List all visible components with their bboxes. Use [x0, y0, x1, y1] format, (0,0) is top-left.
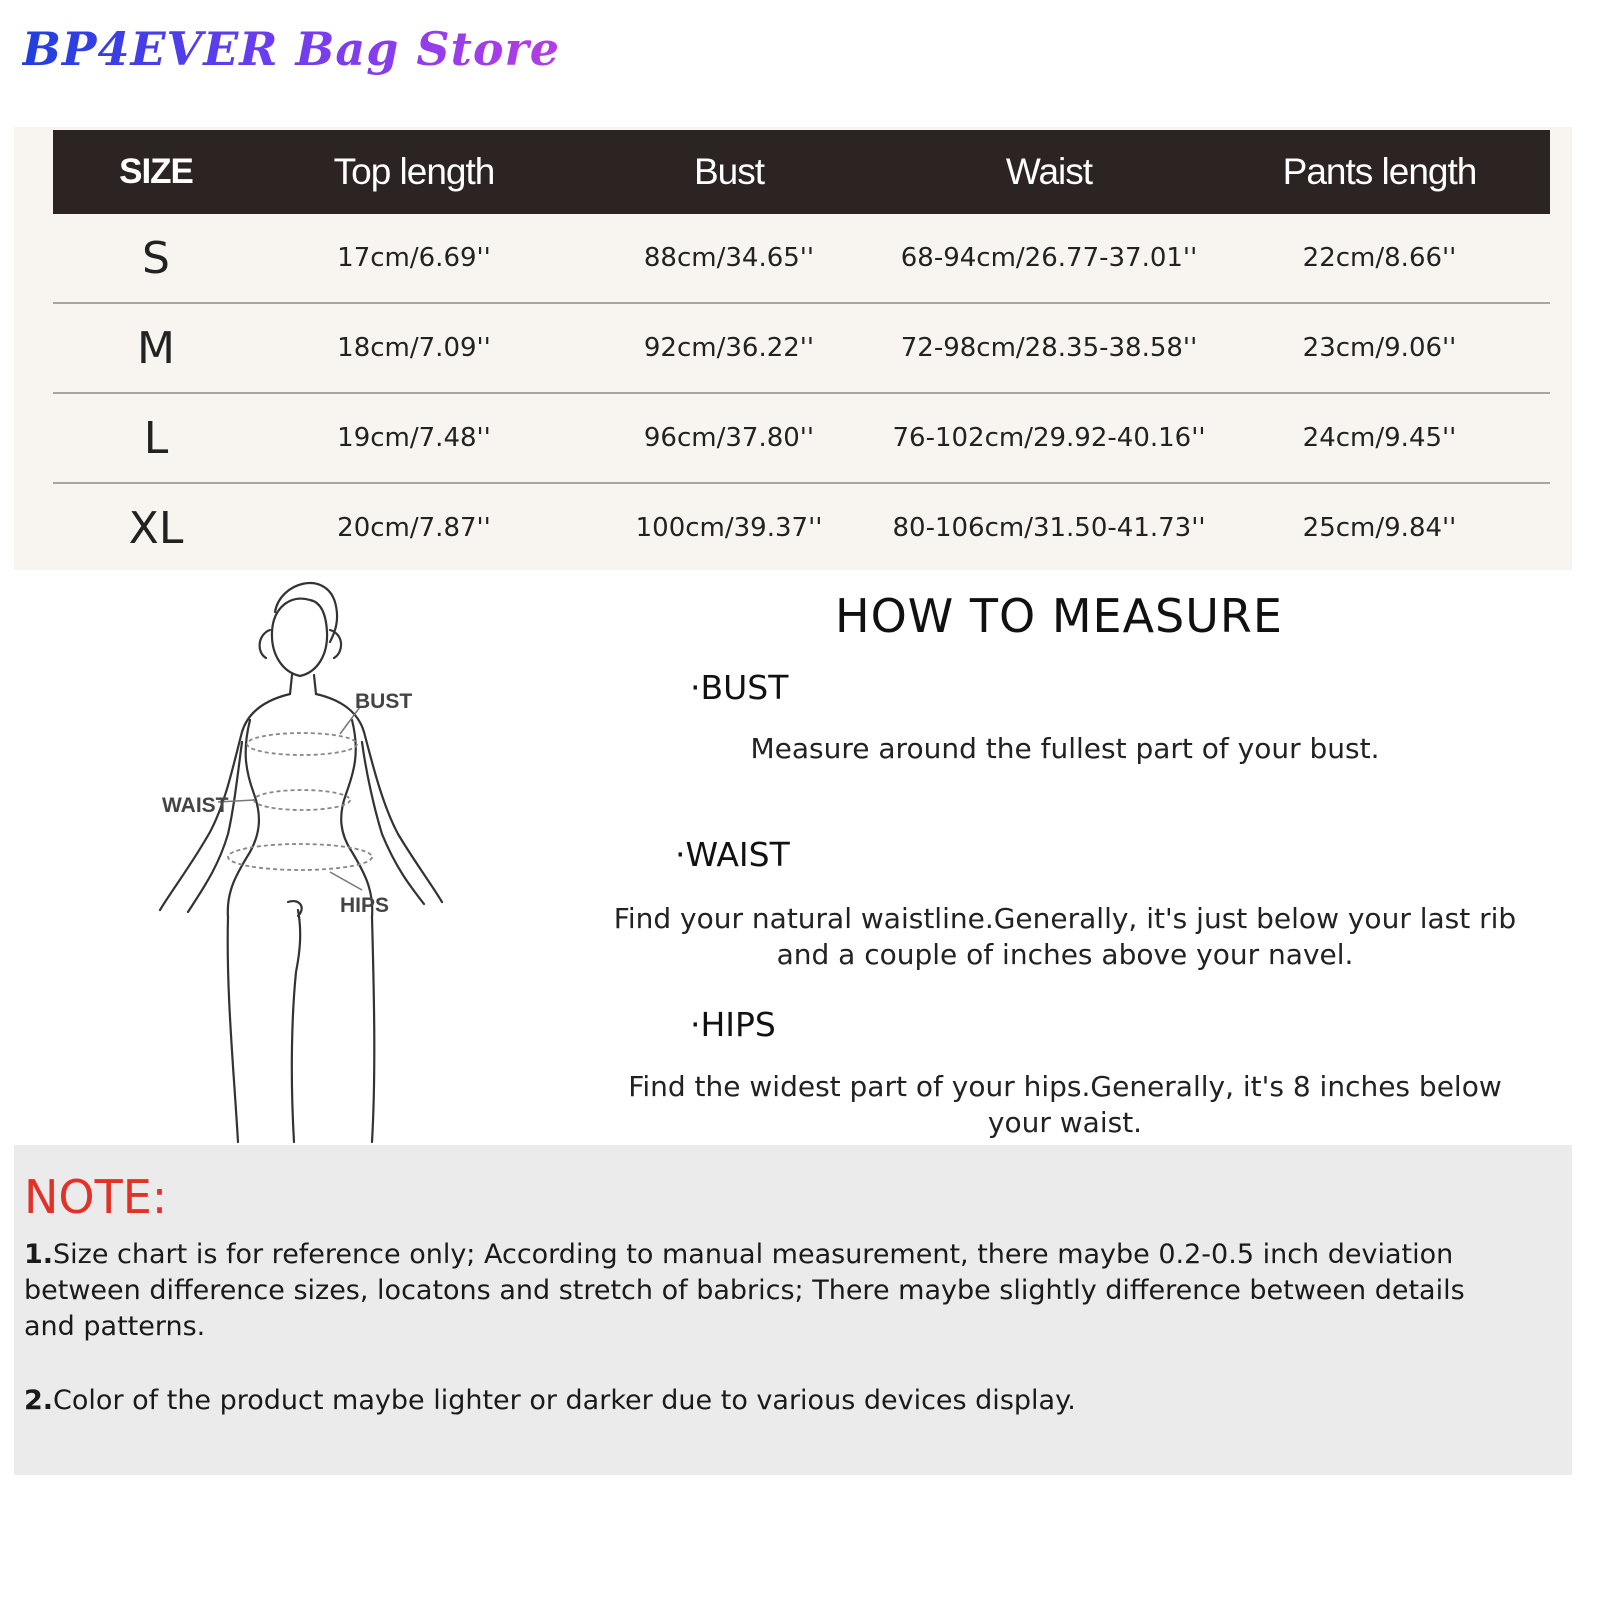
size-cell: S: [53, 214, 259, 303]
table-header-row: [53, 130, 1550, 214]
body-measurement-illustration: [130, 572, 470, 1172]
bust-label: BUST: [355, 690, 413, 713]
note-item-1-line1: [24, 1237, 1554, 1273]
bust-description: Measure around the fullest part of your bust.: [750, 732, 1380, 765]
hips-description-line2: your waist.: [987, 1106, 1143, 1139]
bust-heading: ·BUST: [690, 668, 789, 707]
note-title: NOTE:: [24, 1170, 168, 1224]
header-top-length: Top length: [259, 130, 569, 214]
waist-cell: 76-102cm/29.92-40.16'': [889, 393, 1209, 483]
waist-heading: ·WAIST: [675, 835, 790, 874]
note-item-number: 2.: [24, 1385, 54, 1416]
pants-length-cell: 23cm/9.06'': [1209, 303, 1550, 393]
waist-cell: 72-98cm/28.35-38.58'': [889, 303, 1209, 393]
hips-heading: ·HIPS: [690, 1005, 776, 1044]
header-bust: Bust: [569, 130, 889, 214]
waist-cell: 80-106cm/31.50-41.73'': [892, 513, 1206, 543]
size-cell: M: [53, 303, 259, 393]
bust-cell: 88cm/34.65'': [569, 214, 889, 303]
pants-length-cell: 22cm/8.66'': [1209, 214, 1550, 303]
bust-cell: 96cm/37.80'': [569, 393, 889, 483]
table-row: [53, 303, 1550, 393]
top-length-cell: 19cm/7.48'': [259, 393, 569, 483]
pants-length-cell: 25cm/9.84'': [1302, 513, 1457, 543]
pants-length-cell: 24cm/9.45'': [1209, 393, 1550, 483]
waist-description-line2: and a couple of inches above your navel.: [776, 938, 1354, 971]
top-length-cell: 20cm/7.87'': [337, 513, 491, 543]
hips-description-line1: Find the widest part of your hips.Generally, it's 8 inches below: [628, 1070, 1502, 1103]
note-item-1-line2: between difference sizes, locatons and stretch of babrics; There maybe slightly difference between details: [24, 1275, 1465, 1306]
top-length-cell: 17cm/6.69'': [259, 214, 569, 303]
waist-label: WAIST: [162, 794, 229, 817]
note-section: [14, 1145, 1572, 1475]
note-item-1-line3: and patterns.: [24, 1311, 206, 1342]
note-item-2: [24, 1383, 1554, 1419]
size-chart-table: [53, 130, 1550, 572]
header-size: SIZE: [53, 130, 259, 214]
table-row: [53, 483, 1550, 572]
note-item-text: Color of the product maybe lighter or darker due to various devices display.: [53, 1385, 1076, 1416]
female-figure-icon: [130, 572, 470, 1172]
hips-label: HIPS: [340, 894, 390, 917]
size-cell: L: [53, 393, 259, 483]
bust-cell: 92cm/36.22'': [569, 303, 889, 393]
bust-cell: 100cm/39.37'': [635, 513, 823, 543]
top-length-cell: 18cm/7.09'': [259, 303, 569, 393]
how-to-measure-title: HOW TO MEASURE: [835, 589, 1283, 643]
size-cell: XL: [128, 502, 184, 554]
header-pants-length: Pants length: [1209, 130, 1550, 214]
header-waist: Waist: [889, 130, 1209, 214]
note-item-number: 1.: [24, 1239, 54, 1270]
note-item-text: Size chart is for reference only; According to manual measurement, there maybe 0.2-0.5 inch deviation: [53, 1239, 1454, 1270]
waist-description-line1: Find your natural waistline.Generally, it's just below your last rib: [613, 902, 1517, 935]
store-brand: BP4EVER Bag Store: [22, 22, 561, 76]
table-row: [53, 214, 1550, 303]
table-row: [53, 393, 1550, 483]
waist-cell: 68-94cm/26.77-37.01'': [889, 214, 1209, 303]
